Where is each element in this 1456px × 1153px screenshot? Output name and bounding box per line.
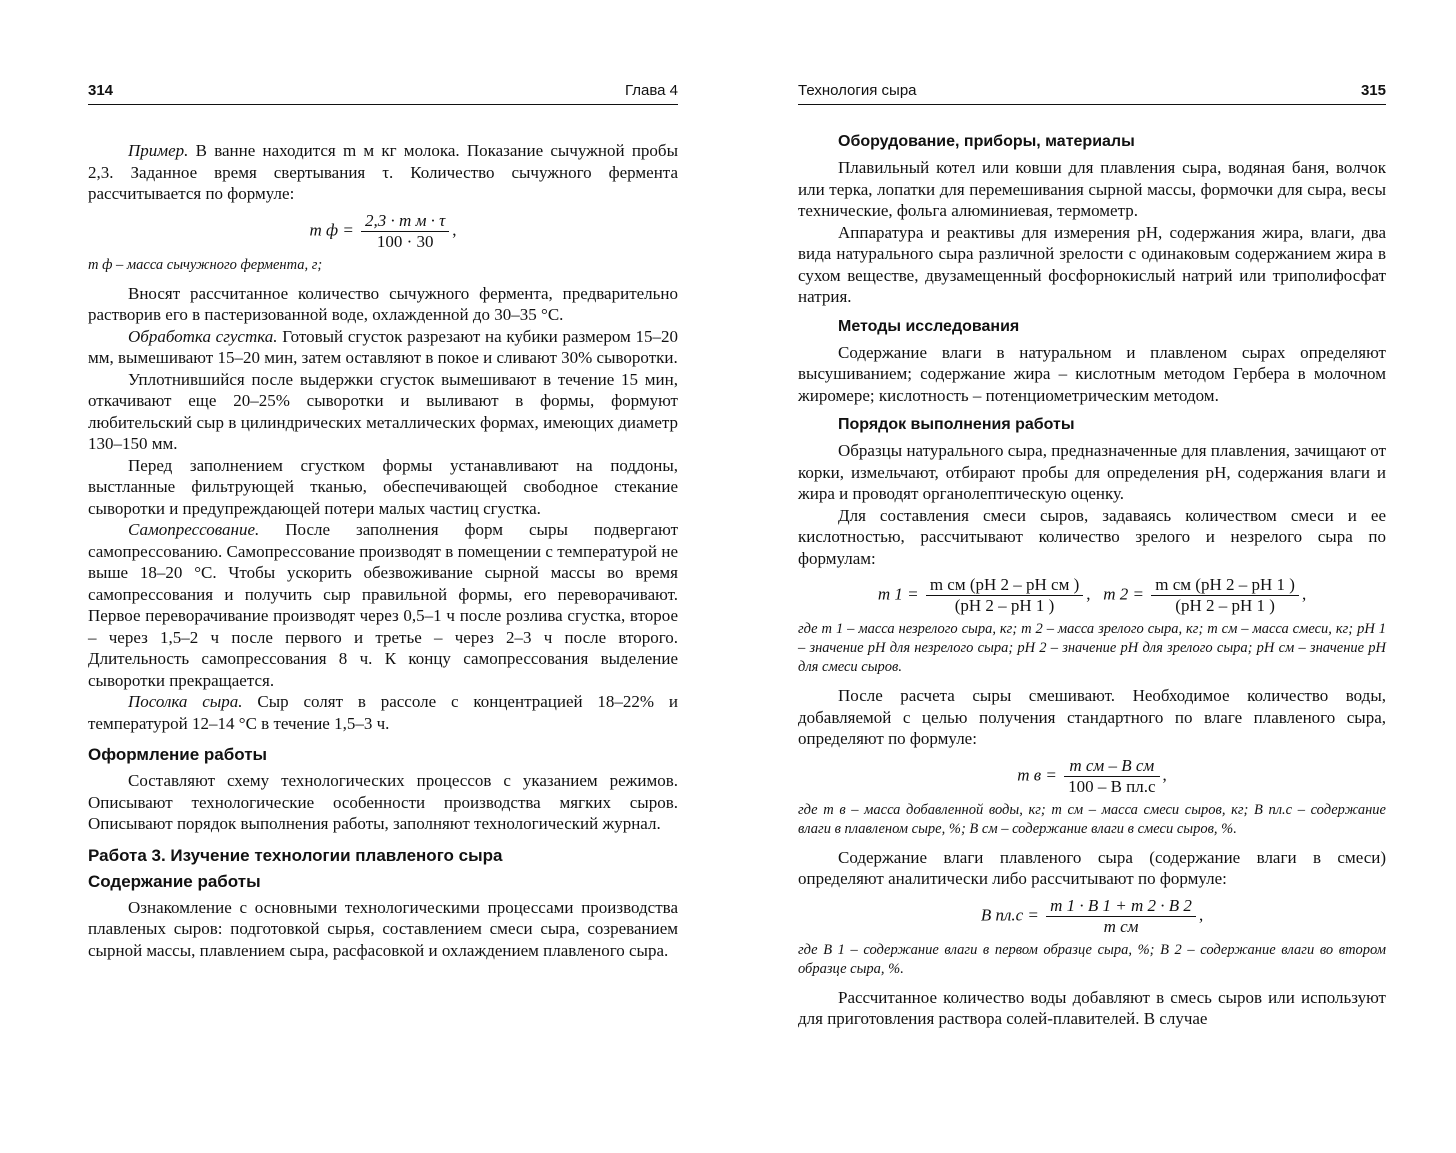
page-number: 315: [1360, 82, 1386, 99]
page-number: 314: [88, 82, 114, 99]
pressing-text: После заполнения форм сыры подвергают самопрессованию. Самопрессование производят в помещении с температурой не выше 18–20 °С. Чтобы ускорить обезвоживание сырной массы во время самопрессования и получить сыр правильной формы, его переворачивают. Первое переворачивание производят через 0,5–1 ч после розлива сгустка, второе – через 1,5–2 ч после первого и третье – через 2–3 ч после второго. Длительность самопрессования 8 ч. К концу самопрессования выделение сыворотки прекращается.: [88, 520, 678, 690]
salting-paragraph: [88, 691, 678, 734]
formula-lhs: m ф =: [309, 219, 354, 239]
formula-denominator: (pH 2 – pH 1 ): [954, 596, 1055, 615]
running-title: Технология сыра: [798, 82, 917, 99]
paragraph: Ознакомление с основными технологическими процессами производства плавленых сыров: подготовкой сырья, составлением смеси сыра, созреванием сырной массы, плавлением сыра, расфасовкой и охлаждением плавленого сыра.: [88, 897, 678, 960]
formula-numerator: m см (pH 2 – pH 1 ): [1151, 575, 1299, 596]
section-heading-work3: Работа 3. Изучение технологии плавленого сыра: [88, 845, 503, 865]
formula-note: m ф – масса сычужного фермента, г;: [88, 256, 323, 273]
formula-denominator: 100 · 30: [376, 231, 434, 251]
clot-label: Обработка сгустка.: [128, 326, 278, 346]
paragraph: Аппаратура и реактивы для измерения рН, содержания жира, влаги, два вида натурального сыра различной зрелости с одинаковым содержанием жира в сухом веществе, двузамещенный фосфорнокислый натрий или триполифосфат натрия.: [798, 222, 1386, 306]
clot-paragraph: [88, 326, 678, 369]
formula-tail: ,: [1198, 904, 1204, 924]
formula-denominator: (pH 2 – pH 1 ): [1175, 596, 1275, 615]
salting-label: Посолка сыра.: [128, 692, 243, 711]
water-formula: [798, 756, 1386, 797]
paragraph: Рассчитанное количество воды добавляют в смесь сыров или используют для приготовления раствора солей-плавителей. В случае: [798, 987, 1386, 1028]
paragraph: После расчета сыры смешивают. Необходимое количество воды, добавляемой с целью получения стандартного по влаге плавленого сыра, определяют по формуле:: [798, 686, 1386, 748]
example-label: Пример.: [128, 141, 189, 160]
paragraph: Для составления смеси сыров, задаваясь количеством смеси и ее кислотностью, рассчитывают количество зрелого и незрелого сыра по формулам:: [798, 505, 1386, 568]
right-page-body: [798, 132, 1386, 1030]
paragraph: Содержание влаги в натуральном и плавленом сырах определяют высушиванием; содержание жира – кислотным методом Гербера в молочном жиромере; кислотность – потенциометрическим методом.: [798, 342, 1386, 405]
formula-denominator: 100 – B пл.с: [1068, 776, 1156, 796]
chapter-title: Глава 4: [624, 82, 678, 99]
paragraph: Образцы натурального сыра, предназначенные для плавления, зачищают от корки, измельчают, отбирают пробы для определения рН, содержания влаги и жира и проводят органолептическую оценку.: [798, 441, 1387, 503]
right-page-header: [798, 82, 1386, 105]
salting-text: Сыр солят в рассоле с концентрацией 18–22% и температурой 12–14 °С в течение 1,5–3 ч.: [88, 692, 679, 733]
paragraph: Вносят рассчитанное количество сычужного фермента, предварительно растворив его в пастеризованной воде, охлажденной до 30–35 °С.: [88, 283, 678, 324]
formula-fraction: [361, 211, 449, 252]
section-heading-report: Оформление работы: [88, 745, 268, 764]
rennet-formula: [88, 211, 678, 252]
section-heading-methods: Методы исследования: [838, 317, 1020, 335]
formula-numerator: 2,3 · m м · τ: [361, 211, 449, 232]
section-heading-equipment: Оборудование, приборы, материалы: [838, 133, 1135, 150]
formula-fraction: [926, 575, 1083, 616]
paragraph: Уплотнившийся после выдержки сгусток вымешивают в течение 15 мин, откачивают еще 20–25% сыворотки и выливают в формы, формуют любительский сыр в цилиндрических металлических формах, имеющих диаметр 130–150 мм.: [88, 369, 678, 453]
formula-fraction: [1046, 896, 1196, 937]
formula-numerator: m 1 · B 1 + m 2 · B 2: [1046, 896, 1196, 917]
formula-lhs: m 2 =: [1103, 584, 1145, 604]
formula-lhs: B пл.с =: [980, 904, 1039, 924]
formula-numerator: m см (pH 2 – pH см ): [926, 575, 1083, 596]
formula-fraction: [1064, 756, 1159, 797]
formula-tail: ,: [1301, 584, 1307, 604]
formula-denominator: m см: [1103, 916, 1139, 936]
pressing-label: Самопрессование.: [128, 520, 260, 539]
formula-lhs: m в =: [1017, 764, 1057, 784]
paragraph: Составляют схему технологических процессов с указанием режимов. Описывают технологические особенности производства мягких сыров. Описывают порядок выполнения работы, заполняют технологический журнал.: [88, 771, 678, 833]
left-page-header: [88, 82, 678, 105]
paragraph: Плавильный котел или ковши для плавления сыра, водяная баня, волчок или терка, лопатки для перемешивания сырной массы, формочки для сыра, весы технические, фольга алюминиевая, термометр.: [798, 158, 1386, 220]
section-heading-content: Содержание работы: [88, 871, 261, 891]
moisture-formula: [798, 896, 1386, 937]
example-paragraph: [88, 140, 678, 205]
section-heading-procedure: Порядок выполнения работы: [838, 416, 1075, 433]
formula-tail: ,: [1162, 764, 1167, 784]
formula-numerator: m см – B см: [1064, 756, 1159, 777]
formula-fraction: [1151, 575, 1299, 616]
clot-text: Готовый сгусток разрезают на кубики размером 15–20 мм, вымешивают 15–20 мин, затем оставляют в покое и сливают 30% сыворотки.: [88, 326, 678, 367]
paragraph: Перед заполнением сгустком формы устанавливают на поддоны, выстланные фильтрующей тканью, обеспечивающей свободное стекание сыворотки и предупреждающей потери малых частиц сгустка.: [88, 455, 678, 518]
formula-note: где m в – масса добавленной воды, кг; m см – масса смеси сыров, кг; B пл.с – содержание влаги в плавленом сыре, %; B см – содержание влаги в смеси сыров, %.: [798, 801, 1386, 837]
formula-note: где B 1 – содержание влаги в первом образце сыра, %; B 2 – содержание влаги во втором образце сыра, %.: [798, 941, 1386, 977]
paragraph: Содержание влаги плавленого сыра (содержание влаги в смеси) определяют аналитически либо рассчитывают по формуле:: [798, 847, 1386, 888]
formula-tail: ,: [1086, 584, 1091, 604]
formula-lhs: m 1 =: [877, 584, 919, 604]
mix-formulas: [798, 575, 1386, 616]
pressing-paragraph: [88, 519, 678, 691]
formula-tail: ,: [452, 219, 457, 239]
example-text: В ванне находится m м кг молока. Показание сычужной пробы 2,3. Заданное время свертывания τ. Количество сычужного фермента рассчитывается по формуле:: [88, 141, 678, 203]
left-page-body: [88, 140, 678, 961]
formula-note: где m 1 – масса незрелого сыра, кг; m 2 – масса зрелого сыра, кг; m см – масса смеси, кг; pH 1 – значение рН для незрелого сыра; pH 2 – значение рН для зрелого сыра; pH см – значение рН для смеси сыров.: [798, 621, 1386, 675]
